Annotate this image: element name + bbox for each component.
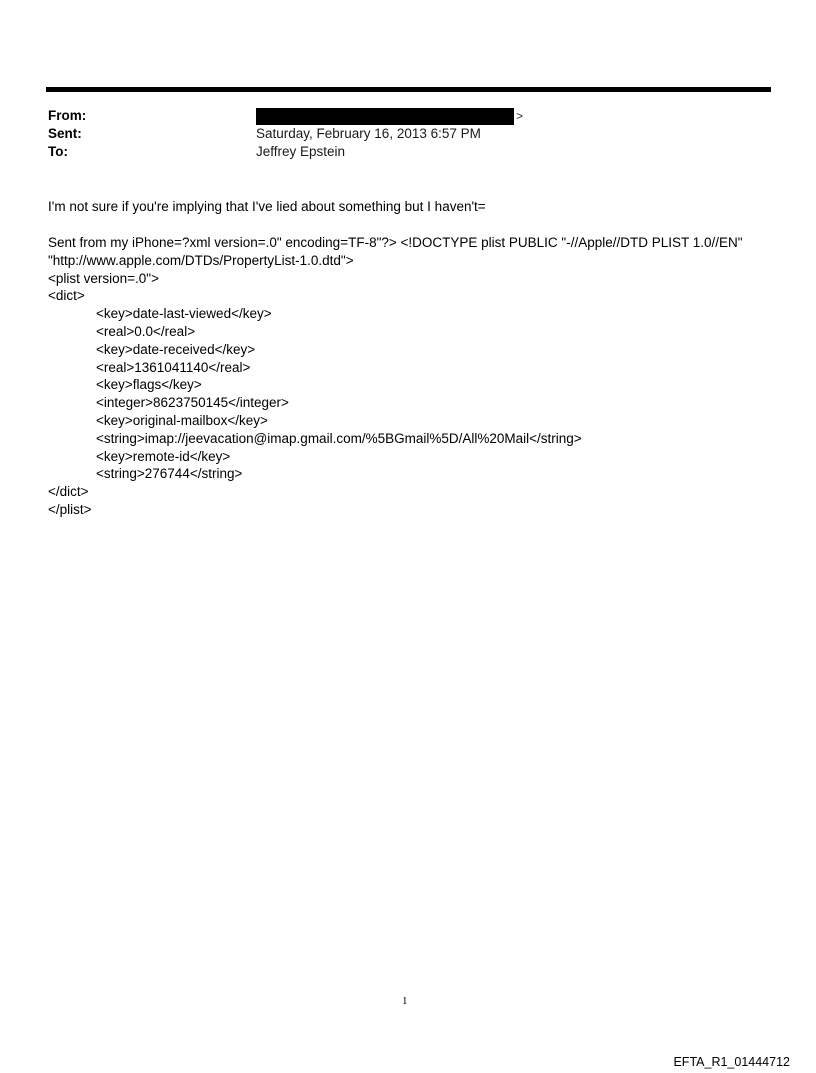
sent-label: Sent: [48,126,82,141]
dict-line: <key>remote-id</key> [96,448,231,464]
dict-close: </dict> [48,484,89,500]
signature-line: Sent from my iPhone=?xml version=.0" encoding=TF-8"?> <!DOCTYPE plist PUBLIC "-//Apple//DTD PLIST 1.0//EN" [48,235,743,250]
message-line: I'm not sure if you're implying that I've lied about something but I haven't= [48,199,486,214]
dict-line: <real>0.0</real> [96,323,196,339]
redaction-block [256,108,514,125]
page-number: 1 [402,995,408,1007]
dict-line: <real>1361041140</real> [96,359,251,375]
dict-line: <key>date-last-viewed</key> [96,306,272,322]
plist-close: </plist> [48,501,92,517]
plist-open: <plist version=.0"> [48,270,159,286]
sent-value: Saturday, February 16, 2013 6:57 PM [256,126,481,141]
from-label: From: [48,108,87,123]
dtd-line: "http://www.apple.com/DTDs/PropertyList-1.0.dtd"> [48,252,354,268]
dict-open: <dict> [48,288,85,304]
dict-line: <key>flags</key> [96,377,202,393]
from-suffix: > [516,109,524,123]
dict-line: <integer>8623750145</integer> [96,395,289,411]
header-rule [46,87,771,92]
message-body [48,234,743,519]
to-label: To: [48,144,68,159]
dict-line: <key>date-received</key> [96,341,256,357]
dict-line: <string>imap://jeevacation@imap.gmail.com/%5BGmail%5D/All%20Mail</string> [96,430,582,446]
dict-line: <key>original-mailbox</key> [96,412,268,428]
to-value: Jeffrey Epstein [256,144,346,159]
document-id: EFTA_R1_01444712 [673,1055,790,1069]
dict-line: <string>276744</string> [96,466,243,482]
